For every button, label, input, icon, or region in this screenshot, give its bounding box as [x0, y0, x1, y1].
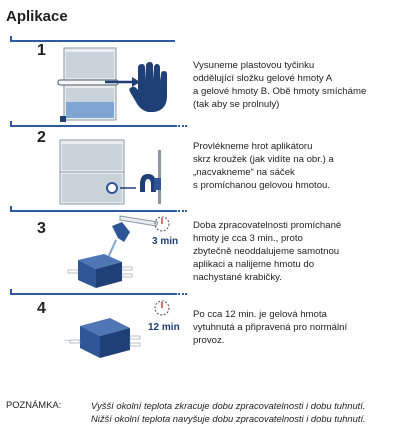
ring-target: [107, 183, 117, 193]
step-divider: [10, 125, 175, 127]
junction-box: [70, 318, 140, 358]
step-description: [193, 140, 393, 192]
step-1-illustration: [50, 44, 180, 122]
description-line: aplikaci a nalijeme hmotu do: [193, 259, 315, 270]
description-line: (tak aby se prolnuly): [193, 99, 280, 110]
junction-box: [68, 254, 132, 288]
note-line: Nižší okolní teplota navyšuje dobu zpracovatelnosti i dobu tuhnutí.: [91, 413, 366, 424]
description-line: oddělující složku gelové hmoty A: [193, 73, 333, 84]
description-line: Provlékneme hrot aplikátoru: [193, 141, 313, 152]
description-line: hmoty je cca 3 min., proto: [193, 233, 303, 244]
note-label: POZNÁMKA:: [6, 399, 62, 410]
step-4-illustration: [50, 296, 180, 372]
step-divider: [10, 293, 175, 295]
timer-label: 12 min: [148, 322, 180, 333]
step-number: 2: [37, 129, 46, 146]
description-line: vytuhnutá a připravená pro normální: [193, 322, 348, 333]
step-2-illustration: [50, 130, 175, 208]
description-line: Po cca 12 min. je gelová hmota: [193, 309, 327, 320]
step-number: 1: [37, 42, 46, 59]
note-text: [91, 399, 396, 425]
description-line: Vysuneme plastovou tyčinku: [193, 60, 315, 71]
description-line: a gelové hmoty B. Obě hmoty smícháme: [193, 86, 367, 97]
description-line: provoz.: [193, 335, 225, 346]
step-divider: [10, 40, 175, 42]
timer-label: 3 min: [152, 236, 179, 247]
note-line: Vyšší okolní teplota zkracuje dobu zpracovatelnosti i dobu tuhnutí.: [91, 400, 366, 411]
description-line: s promíchanou gelovou hmotou.: [193, 180, 331, 191]
step-description: [193, 308, 393, 347]
gel-a-section: [66, 52, 114, 78]
description-line: nachystané krabičky.: [193, 272, 282, 283]
step-3-illustration: [50, 212, 180, 294]
step-description: [193, 219, 393, 284]
step-number: 4: [37, 300, 46, 317]
timer-icon: [155, 301, 169, 315]
hand-icon: [129, 62, 167, 112]
applicator-ring: [140, 174, 156, 192]
step-description: [193, 59, 393, 111]
description-line: „nacvakneme“ na sáček: [193, 167, 295, 178]
description-line: zbytečně neoddalujeme samotnou: [193, 246, 340, 257]
description-line: skrz kroužek (jak vidíte na obr.) a: [193, 154, 334, 165]
description-line: Doba zpracovatelnosti promíchané: [193, 220, 342, 231]
step-number: 3: [37, 220, 46, 237]
page-title: Aplikace: [6, 8, 68, 25]
applicator-icon: [112, 222, 130, 242]
